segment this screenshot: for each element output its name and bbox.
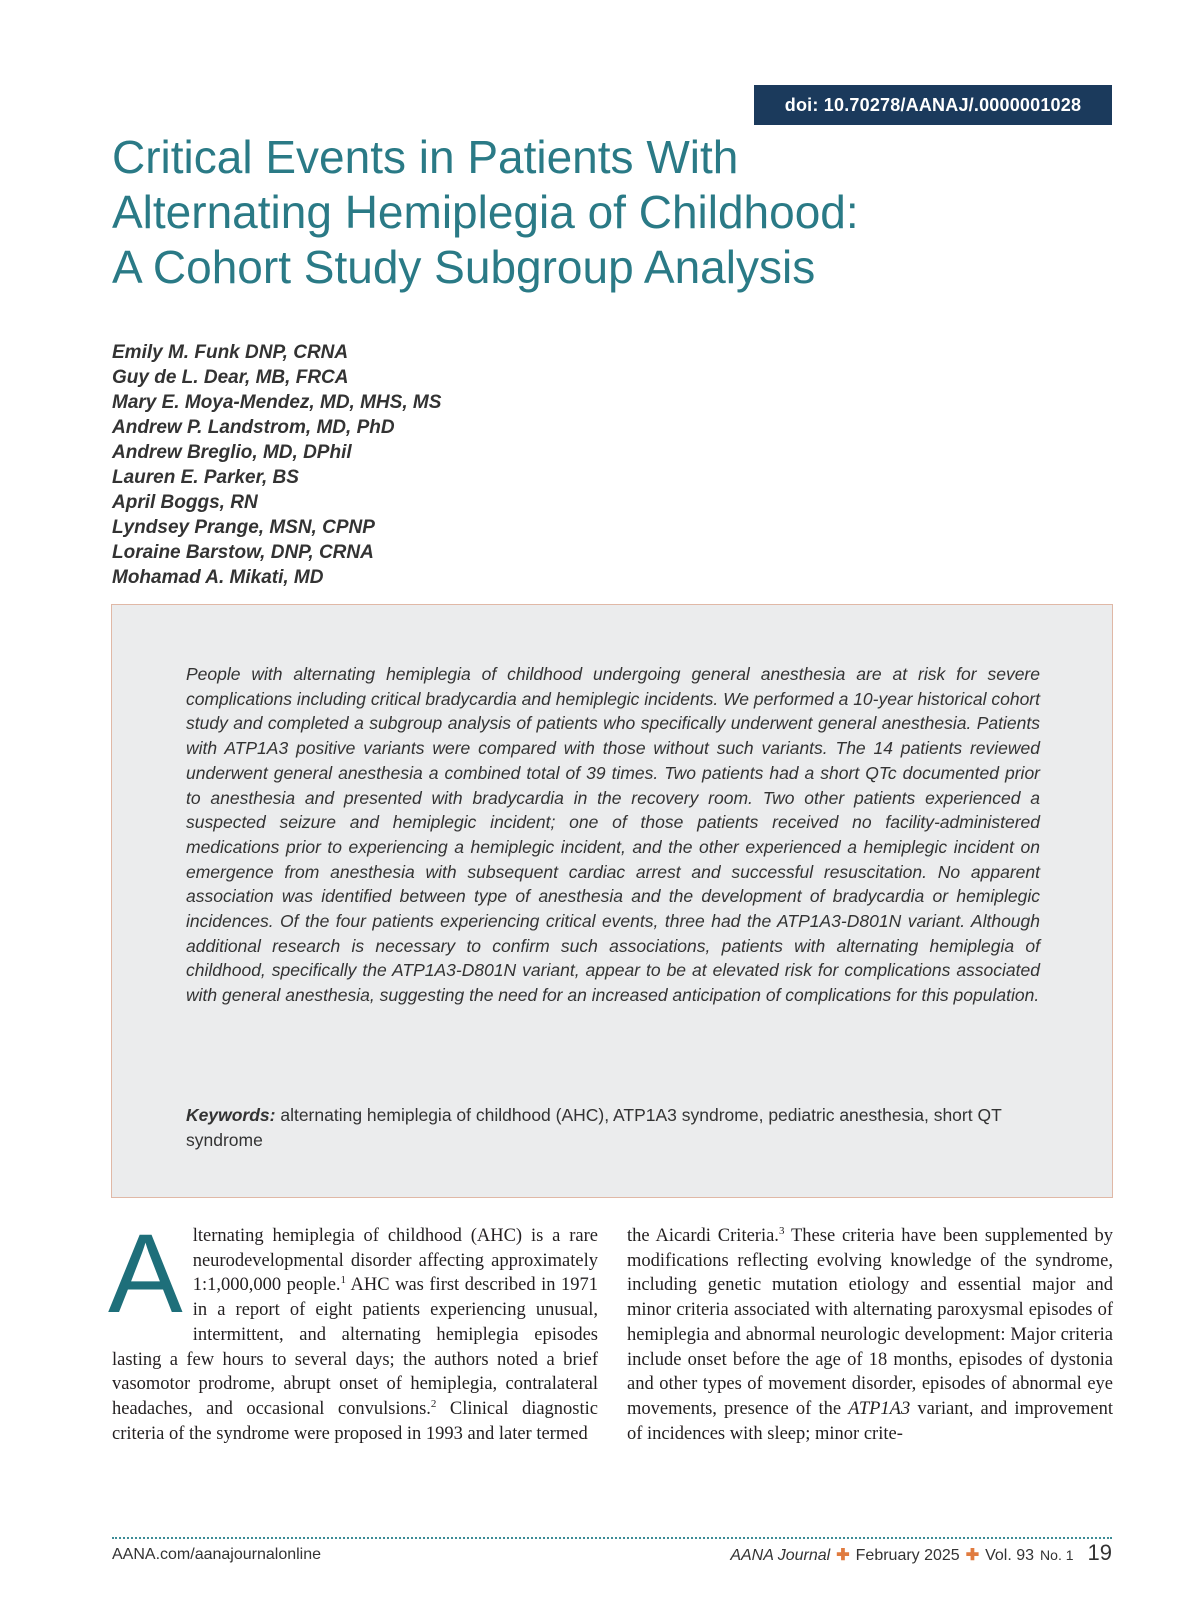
separator-cross-icon: ✚ — [965, 1547, 980, 1564]
author: Mary E. Moya-Mendez, MD, MHS, MS — [112, 392, 442, 413]
reference-link[interactable]: 1 — [340, 1274, 347, 1287]
body-column-right — [627, 1224, 1113, 1446]
abstract-text: People with alternating hemiplegia of childhood undergoing general anesthesia are at risk for severe complications including critical bradycardia and hemiplegic incidents. We performed a 10-year historical cohort study and completed a subgroup analysis of patients who specifically underwent general anesthesia. Patients with ATP1A3 positive variants were compared with those without such variants. The 14 patients reviewed underwent general anesthesia a combined total of 39 times. Two patients had a short QTc documented prior to anesthesia and presented with bradycardia in the recovery room. Two other patients experienced a suspected seizure and hemiplegic incident; one of those patients received no facility-administered medications prior to experiencing a hemiplegic incident, and the other experienced a hemiplegic incident on emergence from anesthesia with subsequent cardiac arrest and successful resuscitation. No apparent association was identified between type of anesthesia and the development of bradycardia or hemiplegic incidences. Of the four patients experiencing critical events, three had the ATP1A3-D801N variant. Although additional research is necessary to confirm such associations, patients with alternating hemiplegia of childhood, specifically the ATP1A3-D801N variant, appear to be at elevated risk for complications associated with general anesthesia, suggesting the need for an increased anticipation of complications for this population. — [186, 664, 1040, 1006]
issue-date: February 2025 — [855, 1547, 960, 1564]
body-text: Clinical diagnostic criteria of the syndrome were proposed in 1993 and later termed — [112, 1398, 598, 1444]
footer-url[interactable]: AANA.com/aanajournalonline — [112, 1546, 322, 1563]
separator-cross-icon: ✚ — [836, 1547, 850, 1564]
doi-badge[interactable]: doi: 10.70278/AANAJ/.0000001028 — [754, 85, 1112, 125]
issue-number: No. 1 — [1040, 1547, 1074, 1563]
author: Mohamad A. Mikati, MD — [112, 567, 324, 588]
title-line-1: Critical Events in Patients With — [112, 131, 739, 183]
title-line-2: Alternating Hemiplegia of Childhood: — [112, 186, 859, 238]
volume: Vol. 93 — [985, 1547, 1035, 1564]
keywords-text: alternating hemiplegia of childhood (AHC), ATP1A3 syndrome, pediatric anesthesia, short QT syndrome — [186, 1105, 1002, 1150]
keywords-label: Keywords: — [186, 1105, 276, 1125]
body-text: These criteria have been supplemented by modifications reflecting evolving knowledge of the syndrome, including genetic mutation etiology and essential major and minor criteria associated with alternating paroxysmal episodes of hemiplegia and abnormal neurologic development: Major criteria include onset before the age of 18 months, episodes of dystonia and other types of movement disorder, episodes of abnormal eye movements, presence of the — [627, 1226, 1113, 1419]
author: April Boggs, RN — [112, 492, 258, 513]
author: Lyndsey Prange, MSN, CPNP — [112, 517, 375, 538]
reference-link[interactable]: 2 — [430, 1397, 437, 1410]
body-text: AHC was first described in 1971 in a report of eight patients experiencing unusual, intermittent, and alternating hemiplegia episodes lasting a few hours to several days; the authors noted a brief vasomotor prodrome, abrupt onset of hemiplegia, contralateral headaches, and occasional convulsions. — [112, 1275, 598, 1419]
body-text: variant, and improvement of incidences with sleep; minor crite- — [627, 1398, 1114, 1444]
abstract-box — [111, 604, 1113, 1198]
author-list — [112, 340, 812, 590]
body-text: the Aicardi Criteria. — [627, 1226, 779, 1246]
author: Andrew P. Landstrom, MD, PhD — [112, 417, 395, 438]
body-text: lternating hemiplegia of childhood (AHC) is a rare neurodevelopmental disorder affecting approximately 1:1,000,000 people. — [192, 1226, 598, 1296]
body-column-left — [108, 1211, 598, 1446]
drop-cap: A — [108, 1211, 183, 1336]
reference-link[interactable]: 3 — [778, 1224, 785, 1237]
author: Andrew Breglio, MD, DPhil — [112, 442, 352, 463]
author: Guy de L. Dear, MB, FRCA — [112, 367, 349, 388]
journal-name: AANA Journal — [730, 1547, 831, 1564]
author: Emily M. Funk DNP, CRNA — [112, 342, 349, 363]
footer-divider — [112, 1537, 1112, 1539]
keywords — [186, 1103, 1040, 1152]
author: Loraine Barstow, DNP, CRNA — [112, 542, 374, 563]
gene-name: ATP1A3 — [848, 1398, 911, 1419]
title-line-3: A Cohort Study Subgroup Analysis — [112, 241, 816, 293]
article-title — [112, 130, 1112, 295]
footer-citation — [730, 1540, 1112, 1566]
page-number: 19 — [1087, 1540, 1112, 1565]
author: Lauren E. Parker, BS — [112, 467, 299, 488]
